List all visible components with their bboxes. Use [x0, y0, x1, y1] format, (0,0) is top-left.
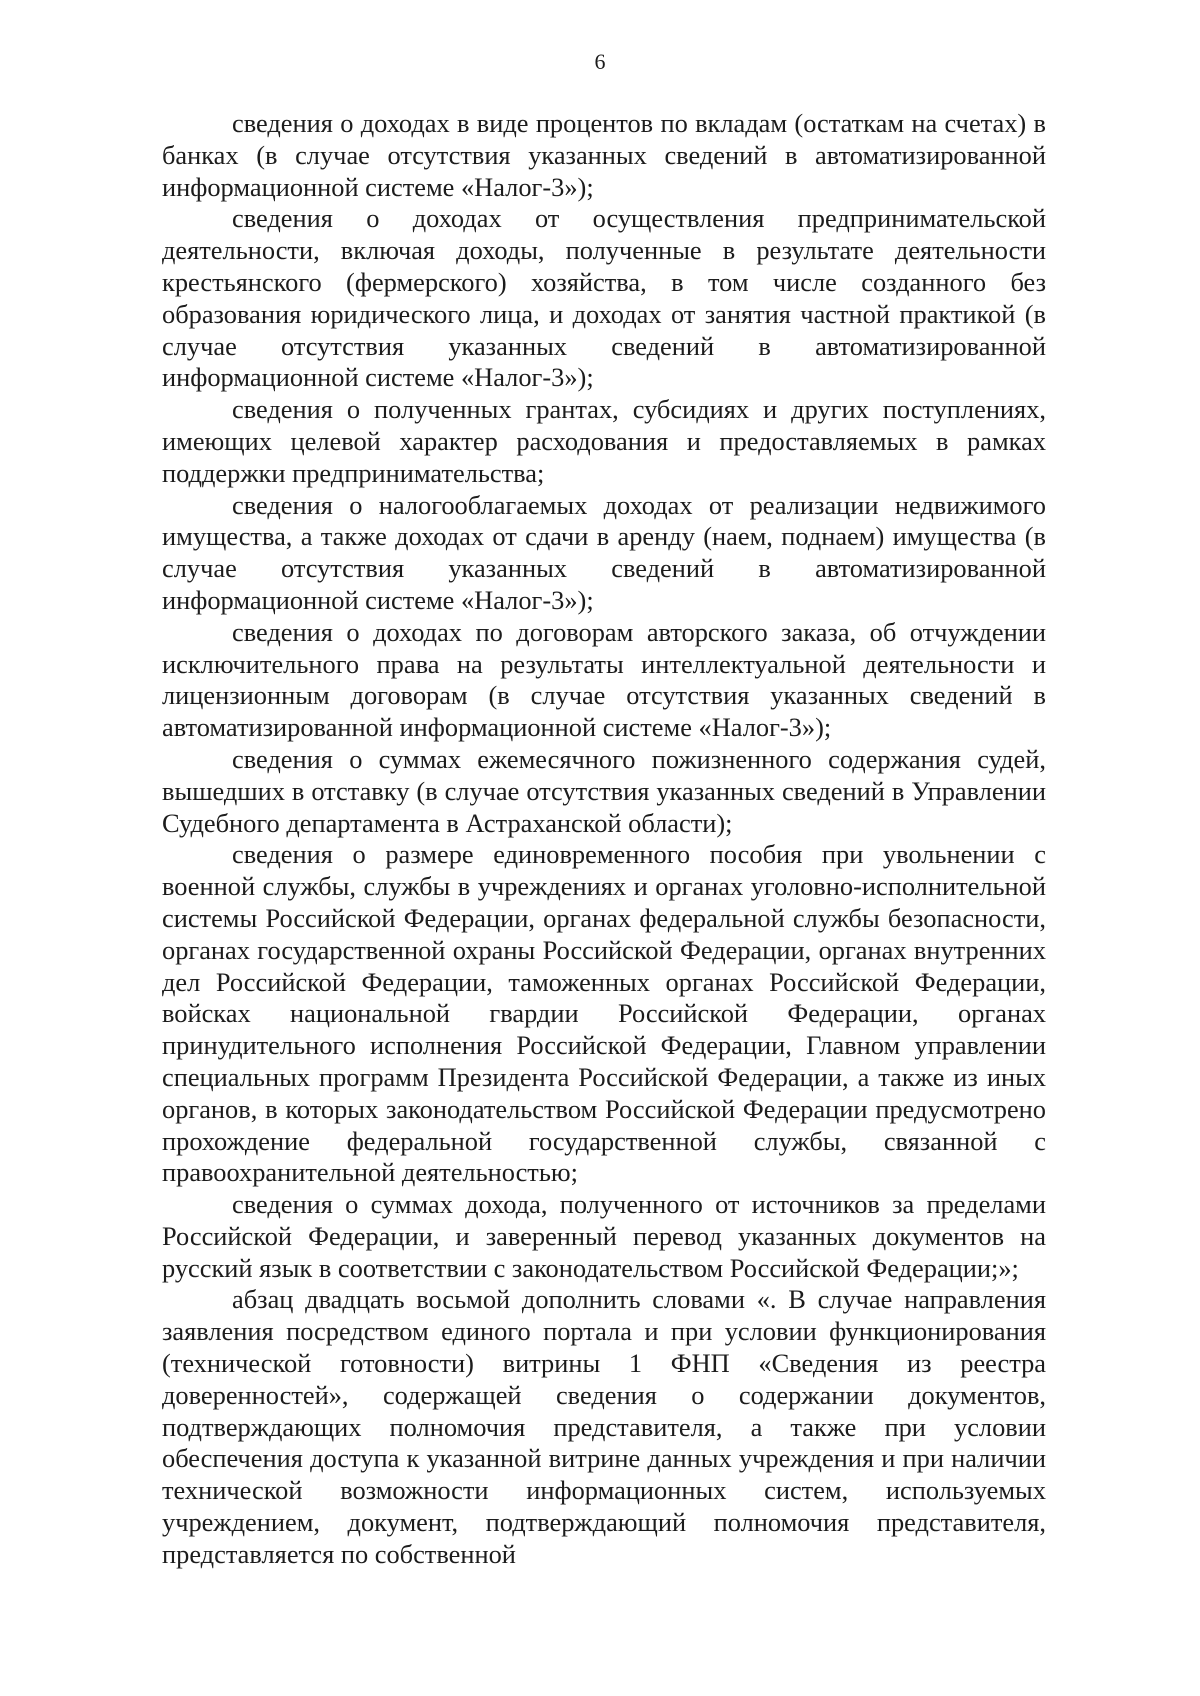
paragraph-interest-income: сведения о доходах в виде процентов по вкладам (остаткам на счетах) в банках (в случае отсутствия указанных сведений в автоматизированной информационной системе «Налог-3»);: [162, 108, 1046, 202]
paragraph-copyright-income: сведения о доходах по договорам авторского заказа, об отчуждении исключительного права на результаты интеллектуальной деятельности и лицензионным договорам (в случае отсутствия указанных сведений в автоматизированной информационной системе «Налог-3»);: [162, 616, 1046, 743]
paragraph-real-estate-income: сведения о налогооблагаемых доходах от реализации недвижимого имущества, а также доходах от сдачи в аренду (наем, поднаем) имущества (в случае отсутствия указанных сведений в автоматизированной информационной системе «Налог-3»);: [162, 489, 1046, 615]
paragraph-amendment: абзац двадцать восьмой дополнить словами «. В случае направления заявления посредством единого портала и при условии функционирования (технической готовности) витрины 1 ФНП «Сведения из реестра доверенностей», содержащей сведения о содержании документов, подтверждающих полномочия представителя, а также при условии обеспечения доступа к указанной витрине данных учреждения и при наличии технической возможности информационных систем, используемых учреждением, документ, подтверждающий полномочия представителя, представляется по собственной: [162, 1284, 1046, 1569]
paragraph-business-income: сведения о доходах от осуществления предпринимательской деятельности, включая доходы, полученные в результате деятельности крестьянского (фермерского) хозяйства, в том числе созданного без образования юридического лица, и доходах от занятия частной практикой (в случае отсутствия указанных сведений в автоматизированной информационной системе «Налог-3»);: [162, 203, 1046, 393]
paragraph-severance-allowance: сведения о размере единовременного пособия при увольнении с военной службы, службы в учреждениях и органах уголовно-исполнительной системы Российской Федерации, органах федеральной службы безопасности, органах государственной охраны Российской Федерации, органах внутренних дел Российской Федерации, таможенных органах Российской Федерации, войсках национальной гвардии Российской Федерации, органах принудительного исполнения Российской Федерации, Главном управлении специальных программ Президента Российской Федерации, а также из иных органов, в которых законодательством Российской Федерации предусмотрено прохождение федеральной государственной службы, связанной с правоохранительной деятельностью;: [162, 839, 1046, 1188]
paragraph-judges-allowance: сведения о суммах ежемесячного пожизненного содержания судей, вышедших в отставку (в случае отсутствия указанных сведений в Управлении Судебного департамента в Астраханской области);: [162, 743, 1046, 838]
paragraph-foreign-income: сведения о суммах дохода, полученного от источников за пределами Российской Федерации, и заверенный перевод указанных документов на русский язык в соответствии с законодательством Российской Федерации;»;: [162, 1189, 1046, 1283]
paragraph-grants: сведения о полученных грантах, субсидиях и других поступлениях, имеющих целевой характер расходования и предоставляемых в рамках поддержки предпринимательства;: [162, 394, 1046, 488]
page-number: 6: [594, 49, 606, 74]
document-body: [162, 108, 1046, 1571]
